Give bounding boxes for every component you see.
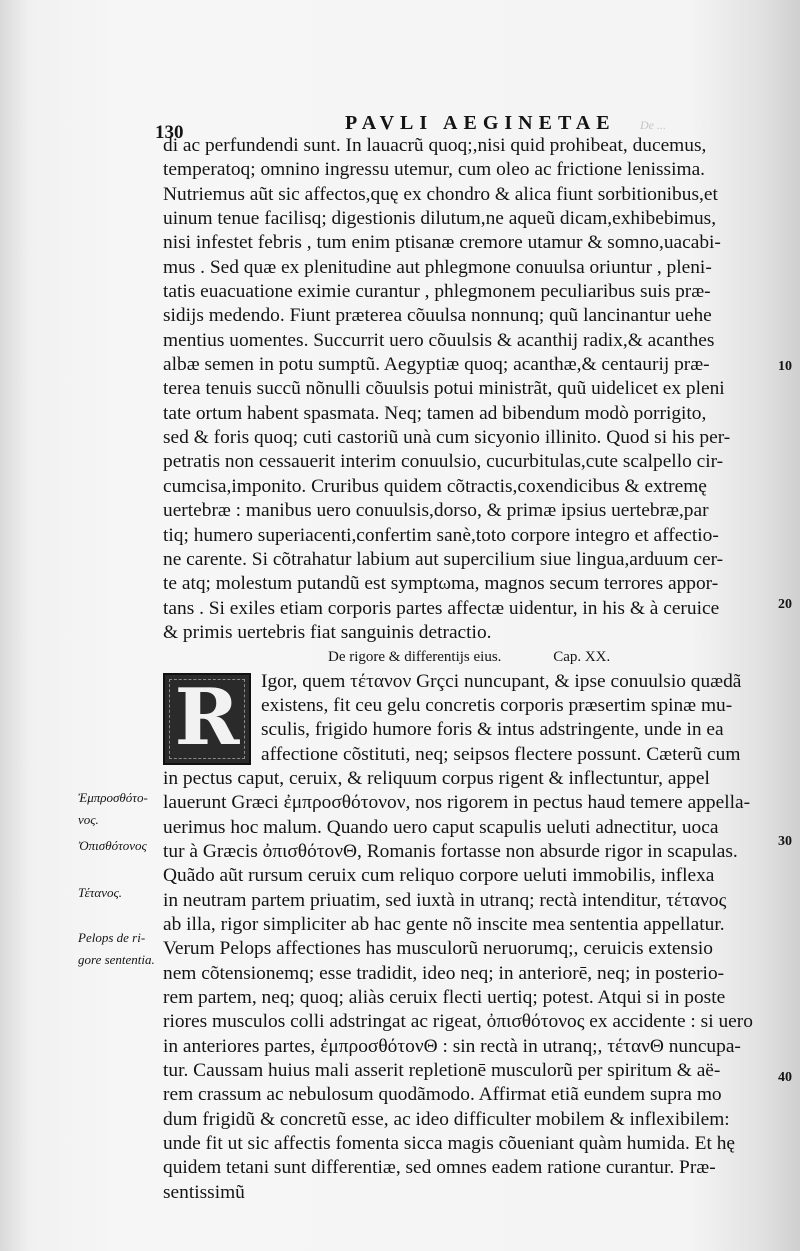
bleed-through-text: De ... (640, 118, 666, 132)
line-number: 10 (778, 359, 792, 374)
text-line: mus . Sed quæ ex plenitudine aut phlegmone conuulsa oriuntur , pleni- (163, 256, 712, 278)
decorated-initial: R (163, 673, 251, 765)
text-block-top (163, 134, 781, 645)
line-number: 40 (778, 1070, 792, 1085)
margin-note: Τέτανος. (78, 885, 123, 900)
text-block-bottom (163, 767, 781, 1205)
text-line: tur. Caussam huius mali asserit repletionē musculorũ per spiritum & aë- (163, 1060, 721, 1082)
text-line: ne carente. Si cõtrahatur labium aut supercilium siue lingua,arduum cer- (163, 548, 724, 570)
text-line: in pectus caput, ceruix, & reliquum corpus rigent & inflectuntur, appel (163, 767, 710, 789)
text-line: tate ortum habent spasmata. Neq; tamen ad bibendum modò porrigito, (163, 402, 707, 424)
text-line: petratis non cessauerit interim conuulsio, cucurbitulas,cute scalpello cir- (163, 451, 724, 473)
line-number: 30 (778, 834, 792, 849)
margin-note: gore sententia. (78, 952, 155, 967)
text-line: te atq; molestum putandũ est symptωma, magnos secum terrores appor- (163, 573, 719, 595)
line-number: 20 (778, 597, 792, 612)
text-line: mentius uomentes. Succurrit uero cõuulsis & acanthij radix,& acanthes (163, 329, 715, 351)
text-line: nem cõtensionemq; esse tradidit, ideo neq; in anteriorē, neq; in posterio- (163, 962, 725, 984)
text-line: sentissimũ (163, 1181, 245, 1203)
text-line: tur à Græcis ὀπισθότονΘ, Romanis fortasse non absurde rigor in scapulas. (163, 840, 738, 862)
text-line: sculis, frigido humore foris & intus adstringente, unde in ea (261, 719, 724, 741)
text-line: riores musculos colli adstringat ac rigeat, ὀπισθότονος ex accidente : si uero (163, 1011, 753, 1033)
text-line: nisi infestet febris , tum enim ptisanæ cremore utamur & somno,uacabi- (163, 232, 721, 254)
text-line: in anteriores partes, ἐμπροσθότονΘ : sin rectà in utranq;, τέτανΘ nuncupa- (163, 1035, 741, 1057)
margin-note: Pelops de ri- (78, 930, 146, 945)
main-text (163, 134, 781, 1205)
text-line: ab illa, rigor simpliciter ab hac gente nõ inscite mea sententia appellatur. (163, 914, 725, 935)
text-line: Igor, quem τέτανον Grçci nuncupant, & ipse conuulsio quædã (261, 670, 742, 692)
text-line: dum frigidũ & concretũ esse, ac ideo difficulter mobilem & inflexibilem: (163, 1108, 730, 1130)
chapter-heading (163, 645, 781, 669)
text-line: Quãdo aũt rursum ceruix cum reliquo corpore ueluti immobilis, inflexa (163, 865, 715, 887)
text-line: temperatoq; omnino ingressu utemur, cum oleo ac frictione lenissima. (163, 159, 706, 181)
text-line: cumcisa,imponito. Cruribus quidem cõtractis,coxendicibus & extremę (163, 475, 707, 497)
text-line: quidem tetani sunt differentiæ, sed omnes eadem ratione curantur. Præ- (163, 1157, 716, 1179)
chapter-title: De rigore & differentijs eius. (328, 649, 502, 666)
margin-note: νος. (78, 812, 99, 827)
text-line: unde fit ut sic affectis fomenta sicca magis cõueniant quàm humida. Et hę (163, 1133, 736, 1155)
page-number: 130 (155, 122, 184, 143)
text-line: terea tenuis succũ nõnulli cõuulsis potui ministrãt, quũ uidelicet ex pleni (163, 378, 725, 400)
text-line: lauerunt Græci ἐμπροσθότονον, nos rigorem in pectus haud temere appella- (163, 792, 751, 814)
text-line: affectione cõstituti, neq; seipsos flectere possunt. Cæterũ cum (261, 743, 741, 765)
text-line: di ac perfundendi sunt. In lauacrũ quoq;,nisi quid prohibeat, ducemus, (163, 135, 707, 156)
text-line: uerimus hoc malum. Quando uero caput scapulis ueluti adnectitur, uoca (163, 816, 719, 838)
text-line: sidijs medendo. Fiunt præterea cõuulsa nonnunq; quũ lancinantur uehe (163, 305, 712, 327)
page-header (155, 112, 635, 143)
text-line: uertebræ : manibus uero conuulsis,dorso, & primæ ipsius uertebræ,par (163, 500, 709, 522)
text-line: tatis euacuatione eximie curantur , phlegmonem peculiaribus suis præ- (163, 281, 711, 303)
text-line: existens, fit ceu gelu concretis corporis præsertim spinæ mu- (261, 694, 733, 716)
text-line: tiq; humero superiacenti,confertim sanè,toto corpore integro et affectio- (163, 524, 719, 546)
text-line: tans . Si exiles etiam corporis partes affectæ uidentur, in his & à ceruice (163, 597, 720, 619)
text-line: & primis uertebris fiat sanguinis detractio. (163, 621, 492, 643)
running-head: PAVLI AEGINETAE (345, 112, 616, 134)
margin-note: Ἐμπροσθότο- (78, 790, 148, 805)
text-line: Verum Pelops affectiones has musculorũ neruorumq;, ceruicis extensio (163, 938, 713, 960)
text-line: rem partem, neq; quoq; aliàs ceruix flecti uertiq; potest. Atqui si in poste (163, 987, 726, 1009)
chapter-number: Cap. XX. (553, 649, 611, 666)
text-line: in neutram partem priuatim, sed iuxtà in utranq; rectà intenditur, τέτανος (163, 889, 727, 911)
initial-paragraph (163, 670, 781, 767)
text-line: rem crassum ac nebulosum quodãmodo. Affirmat etiã eundem supra mo (163, 1084, 722, 1106)
text-line: Nutriemus aũt sic affectos,quę ex chondro & alica fiunt sorbitionibus,et (163, 183, 718, 205)
text-line: uinum tenue facilisq; digestionis dilutum,ne aqueũ dicam,exhibebimus, (163, 208, 717, 230)
text-line: albæ semen in potu sumptũ. Aegyptiæ quoq; acanthæ,& centaurij præ- (163, 354, 710, 376)
margin-note: Ὀπισθότονος (78, 838, 147, 853)
text-block-initial (163, 670, 781, 767)
text-line: sed & foris quoq; cuti castoriũ unà cum sicyonio illinito. Quod si his per- (163, 427, 731, 449)
